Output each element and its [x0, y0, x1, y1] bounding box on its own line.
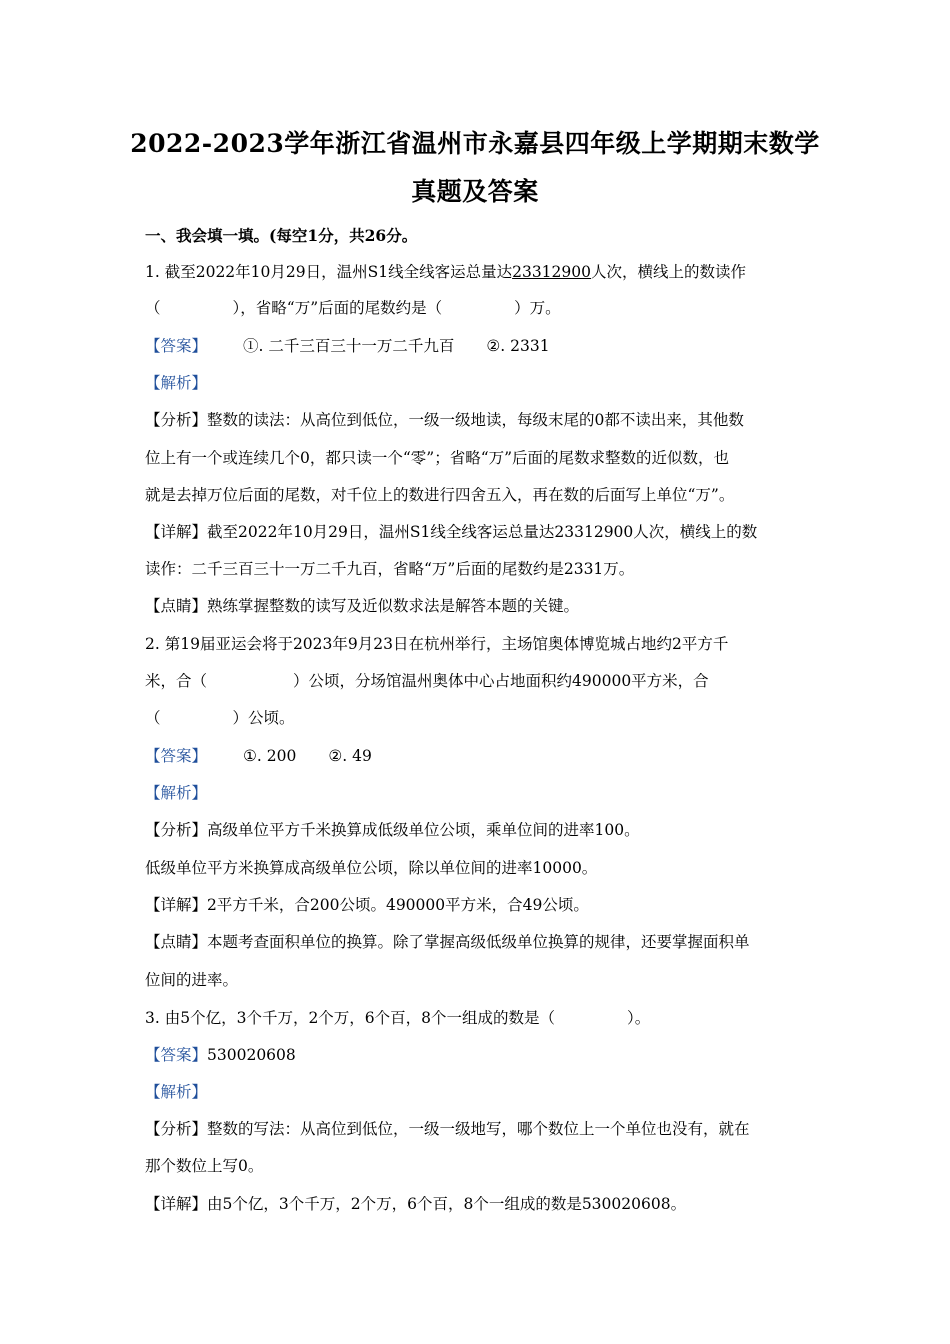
- q1-dianjing-line: [145, 595, 810, 617]
- q3-xiangjie-text: 由5个亿，3个千万，2个万，6个百，8个一组成的数是530020608。: [207, 1195, 687, 1213]
- section-heading: 一、我会填一填。(每空1分，共26分。: [145, 226, 418, 245]
- q2-answer-1: ①. 200: [243, 747, 297, 765]
- q1-answer-line: [145, 335, 810, 357]
- q3-xiangjie-line: [145, 1193, 810, 1215]
- q2-stem-line1: 2. 第19届亚运会将于2023年9月23日在杭州举行，主场馆奥体博览城占地约2平方千: [145, 635, 729, 653]
- q3-xiangjie-tag: 【详解】: [145, 1195, 208, 1213]
- q1-stem-mid: ），省略“万”后面的尾数约是（: [232, 299, 443, 317]
- q3-answer: 530020608: [207, 1046, 296, 1064]
- q1-xiangjie-tag: 【详解】: [145, 523, 208, 541]
- q1-answer-tag: 【答案】: [145, 337, 208, 355]
- q3-fenxi-tag: 【分析】: [145, 1120, 208, 1138]
- q1-xiangjie-line1: [145, 521, 810, 543]
- q2-answer-tag: 【答案】: [145, 747, 208, 765]
- q2-xiangjie-tag: 【详解】: [145, 896, 208, 914]
- q1-xiangjie-text-1: 截至2022年10月29日，温州S1线全线客运总量达23312900人次，横线上的数: [207, 523, 758, 541]
- q3-analysis-tag: 【解析】: [145, 1083, 208, 1101]
- q1-answer-2: ②. 2331: [486, 337, 550, 355]
- q1-stem-line1: [145, 261, 810, 283]
- q2-fenxi-tag: 【分析】: [145, 821, 208, 839]
- q1-fenxi-line1: [145, 409, 810, 431]
- q2-answer-2: ②. 49: [328, 747, 372, 765]
- q1-stem-end: ）万。: [514, 299, 561, 317]
- q2-analysis-tag: 【解析】: [145, 784, 208, 802]
- q1-xiangjie-line2: 读作：二千三百三十一万二千九百，省略“万”后面的尾数约是2331万。: [145, 560, 635, 578]
- q1-stem-line2: [145, 297, 810, 319]
- q2-fenxi-text-1: 高级单位平方千米换算成低级单位公顷，乘单位间的进率100。: [207, 821, 640, 839]
- q2-dianjing-line2: 位间的进率。: [145, 971, 239, 989]
- q1-blank-open: （: [145, 299, 161, 317]
- q1-fenxi-line3: 就是去掉万位后面的尾数，对千位上的数进行四舍五入，再在数的后面写上单位“万”。: [145, 486, 735, 504]
- q3-fenxi-text-1: 整数的写法：从高位到低位，一级一级地写，哪个数位上一个单位也没有，就在: [207, 1120, 750, 1138]
- q3-answer-tag: 【答案】: [145, 1046, 208, 1064]
- q2-stem-3a: （: [145, 709, 161, 727]
- q3-answer-line: [145, 1044, 810, 1066]
- q3-stem-line: [145, 1007, 810, 1029]
- q2-dianjing-tag: 【点睛】: [145, 933, 208, 951]
- document-title-line1: 2022-2023学年浙江省温州市永嘉县四年级上学期期末数学: [130, 129, 820, 158]
- q2-answer-line: [145, 745, 810, 767]
- q2-stem-2b: ）公顷，分场馆温州奥体中心占地面积约490000平方米，合: [293, 672, 709, 690]
- q1-stem-text-a: 1. 截至2022年10月29日，温州S1线全线客运总量达: [145, 263, 513, 281]
- q2-stem-3b: ）公顷。: [232, 709, 295, 727]
- q2-stem-2a: 米，合（: [145, 672, 208, 690]
- q2-xiangjie-text: 2平方千米，合200公顷。490000平方米，合49公顷。: [207, 896, 589, 914]
- q2-xiangjie-line: [145, 894, 810, 916]
- q2-stem-line3: [145, 707, 810, 729]
- q1-answer-1: ①. 二千三百三十一万二千九百: [243, 337, 455, 355]
- q3-fenxi-line2: 那个数位上写0。: [145, 1157, 264, 1175]
- q3-stem-b: ）。: [627, 1009, 651, 1027]
- q1-stem-text-b: 人次，横线上的数读作: [591, 263, 747, 281]
- q1-fenxi-line2: 位上有一个或连续几个0，都只读一个“零”；省略“万”后面的尾数求整数的近似数，也: [145, 449, 730, 467]
- q1-fenxi-tag: 【分析】: [145, 411, 208, 429]
- q2-dianjing-text-1: 本题考查面积单位的换算。除了掌握高级低级单位换算的规律，还要掌握面积单: [207, 933, 750, 951]
- q3-fenxi-line1: [145, 1118, 810, 1140]
- q2-stem-line2: [145, 670, 810, 692]
- q1-fenxi-text-1: 整数的读法：从高位到低位，一级一级地读，每级末尾的0都不读出来，其他数: [207, 411, 744, 429]
- q1-dianjing-tag: 【点睛】: [145, 597, 208, 615]
- q3-stem-a: 3. 由5个亿，3个千万，2个万，6个百，8个一组成的数是（: [145, 1009, 556, 1027]
- document-title-line2: 真题及答案: [411, 177, 539, 206]
- q1-dianjing-text: 熟练掌握整数的读写及近似数求法是解答本题的关键。: [207, 597, 580, 615]
- q1-underlined-number: 23312900: [512, 263, 591, 281]
- q2-fenxi-line1: [145, 819, 810, 841]
- q1-analysis-tag: 【解析】: [145, 374, 208, 392]
- q2-dianjing-line1: [145, 931, 810, 953]
- q2-fenxi-line2: 低级单位平方米换算成高级单位公顷，除以单位间的进率10000。: [145, 859, 598, 877]
